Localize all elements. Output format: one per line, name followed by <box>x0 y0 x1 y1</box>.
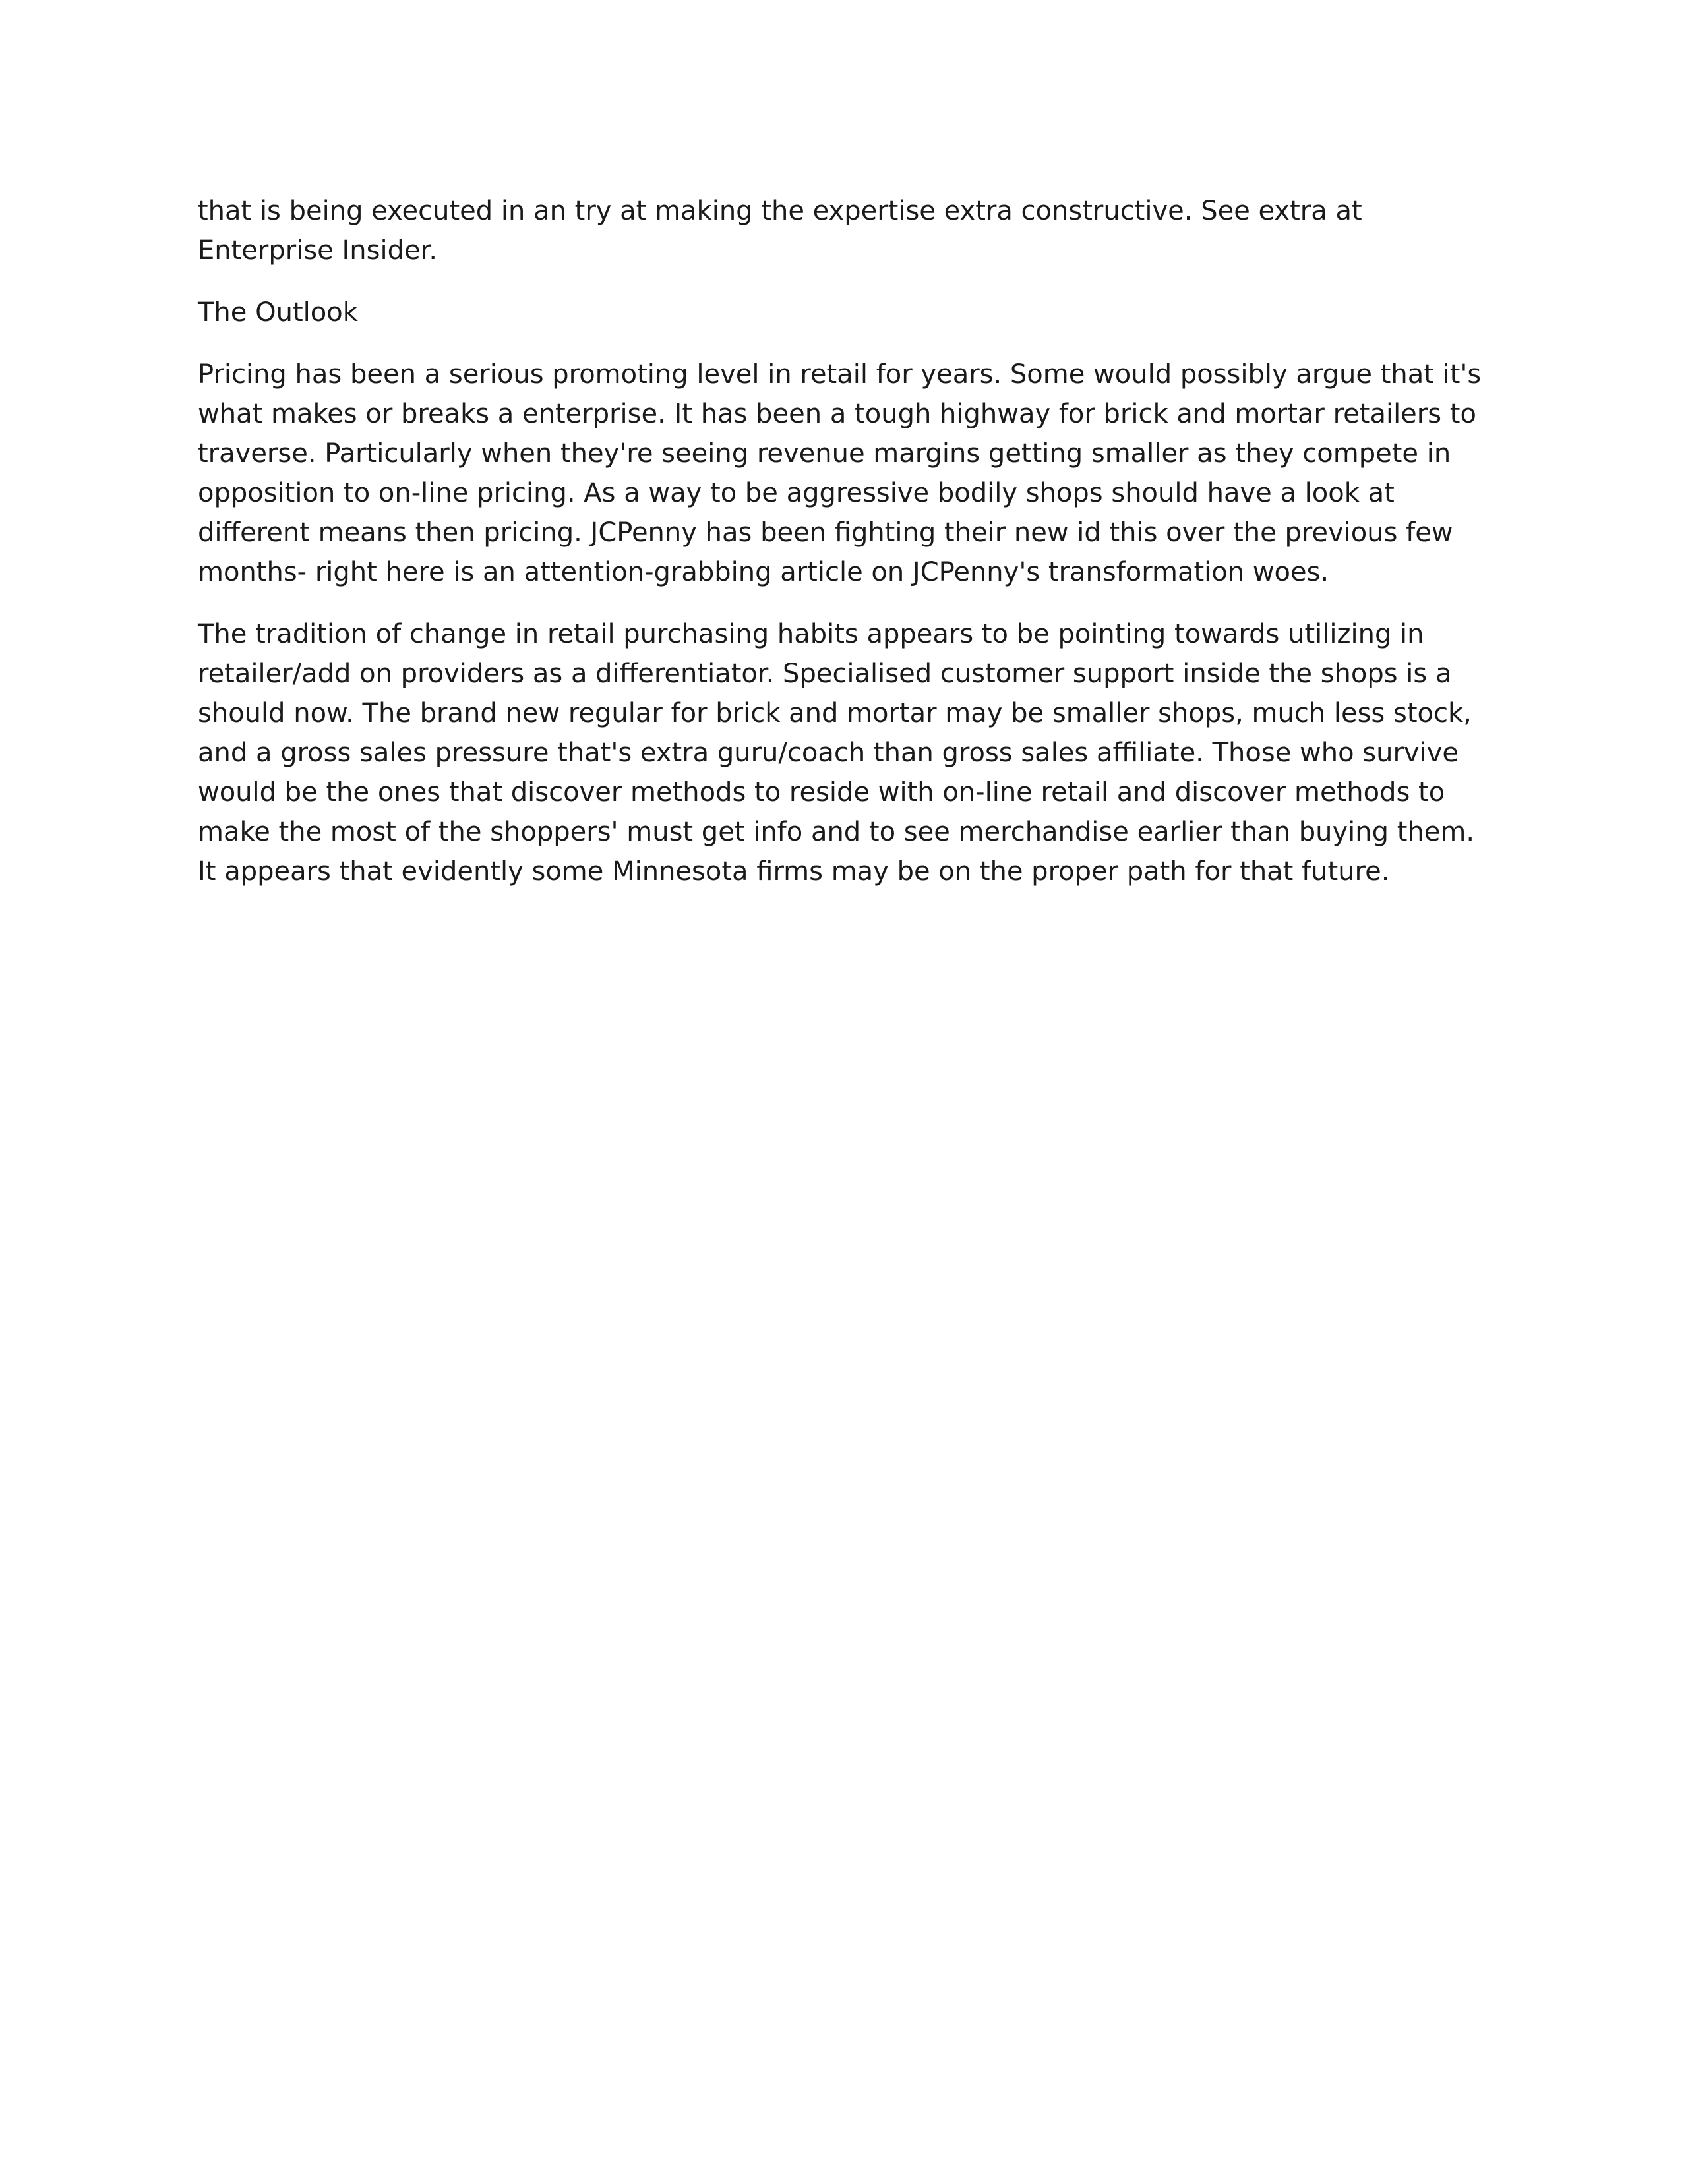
paragraph-tradition: The tradition of change in retail purchasing habits appears to be pointing towards utilizing in retailer/add on providers as a differentiator. Specialised customer support inside the shops is a should now. The brand new regular for brick and mortar may be smaller shops, much less stock, and a gross sales pressure that's extra guru/coach than gross sales affiliate. Those who survive would be the ones that discover methods to reside with on-line retail and discover methods to make the most of the shoppers' must get info and to see merchandise earlier than buying them. It appears that evidently some Minnesota firms may be on the proper path for that future. <box>198 619 1475 887</box>
section-heading: The Outlook <box>198 297 358 328</box>
paragraph-continuation: that is being executed in an try at making the expertise extra constructive. See extra at Enterprise Insider. <box>198 196 1362 266</box>
paragraph-pricing: Pricing has been a serious promoting level in retail for years. Some would possibly argue that it's what makes or breaks a enterprise. It has been a tough highway for brick and mortar retailers to traverse. Particularly when they're seeing revenue margins getting smaller as they compete in opposition to on-line pricing. As a way to be aggressive bodily shops should have a look at different means then pricing. JCPenny has been fighting their new id this over the previous few months- right here is an attention-grabbing article on JCPenny's transformation woes. <box>198 359 1482 587</box>
document-body <box>198 191 1490 914</box>
